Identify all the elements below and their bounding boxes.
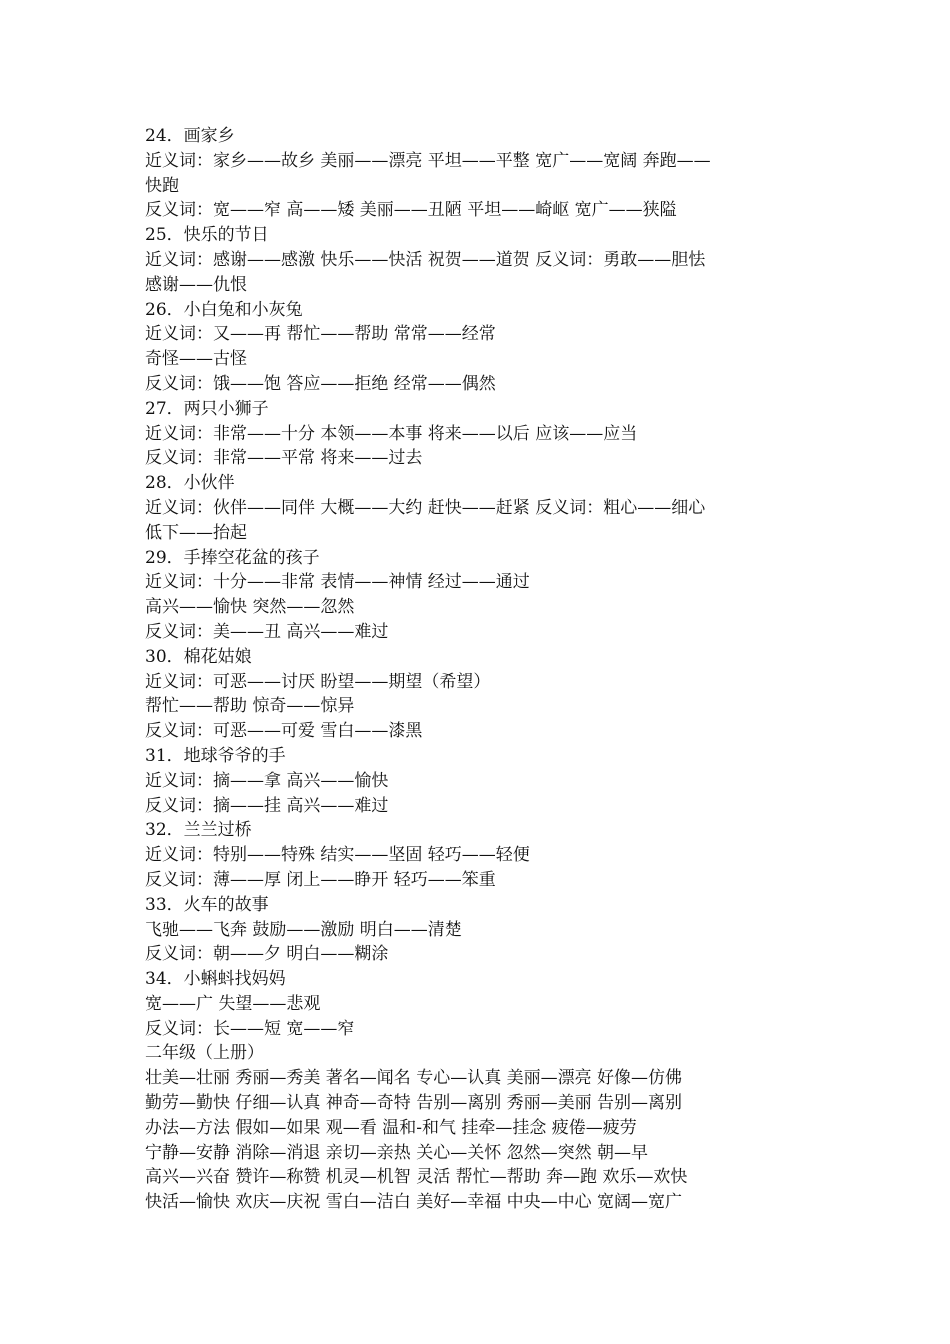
text-line: 反义词：饿——饱 答应——拒绝 经常——偶然 bbox=[145, 373, 496, 394]
text-line: 近义词：十分——非常 表情——神情 经过——通过 bbox=[145, 572, 530, 593]
text-line: 28．小伙伴 bbox=[145, 473, 235, 494]
text-line: 宁静—安静 消除—消退 亲切—亲热 关心—关怀 忽然—突然 朝—早 bbox=[145, 1142, 649, 1163]
text-line: 飞驰——飞奔 鼓励——激励 明白——清楚 bbox=[145, 919, 462, 940]
text-line: 近义词：可恶——讨厌 盼望——期望（希望） bbox=[145, 671, 491, 692]
text-line: 高兴—兴奋 赞许—称赞 机灵—机智 灵活 帮忙—帮助 奔—跑 欢乐—欢快 bbox=[145, 1167, 688, 1188]
text-line: 壮美—壮丽 秀丽—秀美 著名—闻名 专心—认真 美丽—漂亮 好像—仿佛 bbox=[145, 1068, 683, 1089]
text-line: 33．火车的故事 bbox=[145, 894, 269, 915]
text-line: 快活—愉快 欢庆—庆祝 雪白—洁白 美好—幸福 中央—中心 宽阔—宽广 bbox=[145, 1192, 683, 1213]
text-line: 快跑 bbox=[145, 175, 179, 196]
text-line: 办法—方法 假如—如果 观—看 温和-和气 挂牵—挂念 疲倦—疲劳 bbox=[145, 1117, 637, 1138]
text-line: 近义词：伙伴——同伴 大概——大约 赶快——赶紧 反义词：粗心——细心 bbox=[145, 497, 706, 518]
text-line: 宽——广 失望——悲观 bbox=[145, 993, 321, 1014]
text-line: 25．快乐的节日 bbox=[145, 225, 269, 246]
text-line: 反义词：摘——挂 高兴——难过 bbox=[145, 795, 389, 816]
text-line: 勤劳—勤快 仔细—认真 神奇—奇特 告别—离别 秀丽—美丽 告别—离别 bbox=[145, 1093, 683, 1114]
text-line: 31．地球爷爷的手 bbox=[145, 745, 286, 766]
text-line: 反义词：朝——夕 明白——糊涂 bbox=[145, 944, 389, 965]
text-line: 反义词：长——短 宽——窄 bbox=[145, 1018, 355, 1039]
text-line: 低下——抬起 bbox=[145, 522, 247, 543]
text-line: 反义词：非常——平常 将来——过去 bbox=[145, 448, 423, 469]
text-line: 二年级（上册） bbox=[145, 1043, 264, 1064]
text-line: 近义词：家乡——故乡 美丽——漂亮 平坦——平整 宽广——宽阔 奔跑—— bbox=[145, 150, 711, 171]
text-line: 帮忙——帮助 惊奇——惊异 bbox=[145, 696, 355, 717]
text-line: 34．小蝌蚪找妈妈 bbox=[145, 969, 286, 990]
text-line: 32．兰兰过桥 bbox=[145, 820, 252, 841]
text-line: 反义词：宽——窄 高——矮 美丽——丑陋 平坦——崎岖 宽广——狭隘 bbox=[145, 200, 677, 221]
text-line: 感谢——仇恨 bbox=[145, 274, 247, 295]
text-line: 近义词：感谢——感激 快乐——快活 祝贺——道贺 反义词：勇敢——胆怯 bbox=[145, 249, 706, 270]
text-line: 高兴——愉快 突然——忽然 bbox=[145, 597, 355, 618]
text-line: 近义词：特别——特殊 结实——坚固 轻巧——轻便 bbox=[145, 845, 530, 866]
text-line: 近义词：摘——拿 高兴——愉快 bbox=[145, 770, 389, 791]
text-line: 反义词：美——丑 高兴——难过 bbox=[145, 621, 389, 642]
document-page bbox=[145, 124, 815, 1215]
text-line: 30．棉花姑娘 bbox=[145, 646, 252, 667]
text-line: 27．两只小狮子 bbox=[145, 398, 269, 419]
text-line: 近义词：又——再 帮忙——帮助 常常——经常 bbox=[145, 324, 496, 345]
text-line: 26．小白兔和小灰兔 bbox=[145, 299, 303, 320]
text-line: 反义词：可恶——可爱 雪白——漆黑 bbox=[145, 721, 423, 742]
text-line: 24．画家乡 bbox=[145, 126, 235, 146]
text-line: 29．手捧空花盆的孩子 bbox=[145, 547, 320, 568]
text-line: 奇怪——古怪 bbox=[145, 349, 247, 370]
text-line: 反义词：薄——厚 闭上——睁开 轻巧——笨重 bbox=[145, 869, 496, 890]
text-line: 近义词：非常——十分 本领——本事 将来——以后 应该——应当 bbox=[145, 423, 638, 444]
